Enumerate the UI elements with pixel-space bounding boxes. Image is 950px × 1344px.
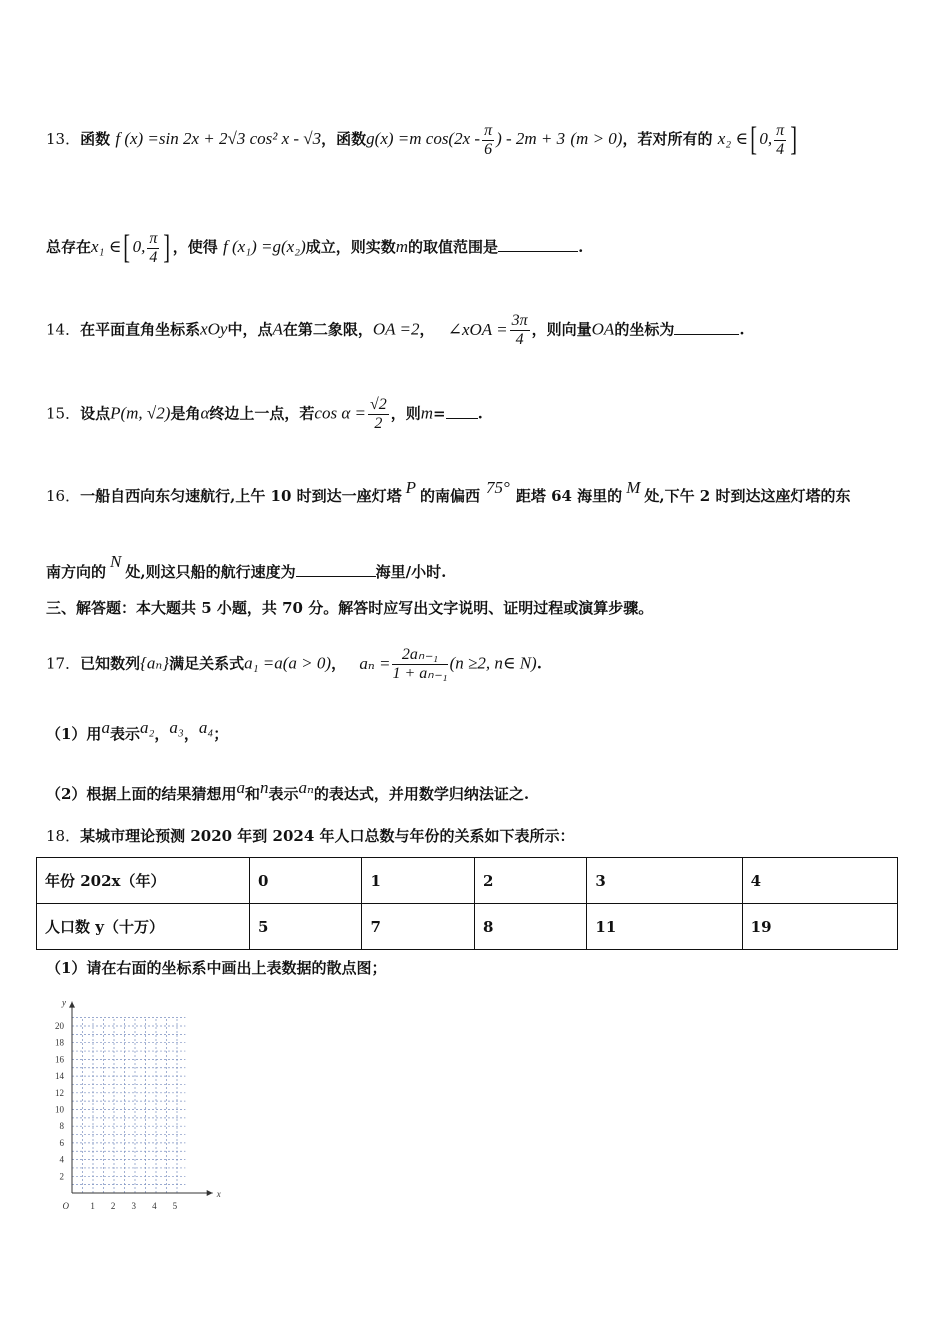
q13-x1-set: x₁ ∈ [91, 237, 122, 256]
q15-fraction [368, 396, 389, 433]
q17-comma: ， [331, 654, 347, 673]
q17-part1 [46, 718, 228, 744]
q17-sep: ， [154, 725, 170, 743]
q17-text: （1）用 [46, 725, 102, 743]
right-bracket: ] [163, 229, 171, 266]
q13-interval-fraction-2 [147, 230, 159, 267]
q17-fraction [392, 646, 447, 683]
q16-n: N [110, 552, 122, 571]
q17-sequence: {aₙ} [140, 653, 170, 673]
q13-text: ，函数 [321, 130, 367, 148]
q17-text: （2）根据上面的结果猜想用 [46, 785, 237, 803]
q16-line1 [46, 478, 850, 506]
frac-den: 4 [515, 331, 524, 348]
q16-text: 一船自西向东匀速航行,上午 10 时到达一座灯塔 [80, 487, 402, 505]
q13-end: . [578, 238, 584, 256]
left-bracket: [ [750, 121, 758, 158]
x-tick-label: 5 [172, 1201, 178, 1211]
table-cell: 19 [742, 904, 897, 950]
q13-m-var: m [395, 237, 409, 256]
q13-text: ，若对所有的 [622, 130, 713, 148]
y-tick-label: 6 [59, 1137, 64, 1148]
table-cell: 3 [587, 858, 742, 904]
q17-a2: a₂ [139, 718, 155, 737]
population-table [36, 857, 898, 950]
q15-text: 终边上一点，若 [209, 404, 315, 423]
q14-text: 在第二象限， [282, 320, 373, 339]
q13-text: 的取值范围是 [408, 238, 499, 256]
q13-g-rest: ) - 2m + 3 [496, 129, 566, 148]
interval-start: 0, [132, 237, 146, 256]
y-tick-label: 2 [59, 1171, 64, 1182]
table-cell: 5 [250, 904, 362, 950]
q14-vector-oa: OA [591, 319, 615, 339]
y-tick-label: 4 [59, 1154, 64, 1165]
q14-line [46, 312, 745, 349]
q13-g-condition: (m > 0) [570, 129, 623, 148]
q15-end: . [477, 404, 483, 423]
q18-part1: （1）请在右面的坐标系中画出上表数据的散点图； [46, 959, 387, 977]
q14-point-a: A [272, 319, 283, 339]
q16-degree: 75° [486, 478, 510, 497]
table-row [37, 858, 898, 904]
y-axis-arrow [69, 1002, 75, 1008]
q13-line2 [46, 228, 583, 268]
x-tick-label: 3 [131, 1201, 136, 1211]
frac-den: 4 [149, 248, 158, 266]
table-cell: 0 [250, 858, 362, 904]
q15-text: 设点 [80, 404, 111, 423]
q15-cos: cos α = [314, 403, 366, 423]
q17-end: . [536, 654, 542, 673]
q13-number: 13． [46, 130, 81, 148]
q17-text: 和 [244, 785, 260, 803]
table-cell: 11 [587, 904, 742, 950]
q17-text: 表示 [109, 725, 140, 743]
frac-num: π [484, 121, 493, 139]
q17-text: 的表达式，并用数学归纳法证之. [313, 785, 530, 803]
frac-num: √2 [369, 396, 387, 413]
q17-a: a [236, 778, 245, 797]
q13-text: 成立，则实数 [305, 238, 396, 256]
table-cell: 年份 202x（年） [37, 858, 250, 904]
q17-n: n [259, 778, 269, 797]
q17-condition: (n ≥2, n∈ N) [449, 653, 537, 673]
section3-heading: 三、解答题：本大题共 5 小题，共 70 分。解答时应写出文字说明、证明过程或演算步骤。 [46, 599, 654, 617]
table-cell: 7 [362, 904, 474, 950]
y-tick-label: 8 [59, 1121, 64, 1132]
y-tick-label: 14 [55, 1071, 64, 1082]
q14-oa-eq: OA =2 [372, 319, 420, 339]
table-cell: 人口数 y（十万） [37, 904, 250, 950]
table-cell: 2 [474, 858, 586, 904]
q15-point: P(m, √2) [110, 403, 171, 423]
q13-equation: f (x₁) =g(x₂) [222, 237, 306, 256]
q16-p: P [405, 478, 417, 497]
answer-blank[interactable] [446, 404, 478, 419]
frac-den: 6 [484, 140, 493, 158]
answer-blank[interactable] [498, 237, 578, 252]
coordinate-grid-chart [46, 985, 226, 1215]
frac-num: 3π [511, 312, 528, 329]
frac-num: π [776, 121, 785, 139]
q17-text: 表示 [268, 785, 299, 803]
x-axis-label: x [216, 1189, 221, 1199]
q16-text: 距塔 64 海里的 [515, 487, 623, 505]
q16-text: 处,则这只船的航行速度为 [125, 563, 296, 581]
y-tick-label: 10 [55, 1104, 64, 1115]
q15-m: m [420, 403, 434, 423]
q17-number: 17． [46, 654, 81, 673]
q17-a4: a₄ [198, 718, 214, 737]
q17-a1: a₁ =a(a > 0) [244, 653, 332, 673]
q14-number: 14． [46, 320, 81, 339]
q15-line [46, 396, 483, 433]
table-cell: 1 [362, 858, 474, 904]
q14-text: 中，点 [227, 320, 273, 339]
q17-text: 满足关系式 [169, 654, 245, 673]
table-cell: 4 [742, 858, 897, 904]
q15-alpha: α [200, 403, 210, 423]
q16-text: 处,下午 2 时到达这座灯塔的东 [644, 487, 851, 505]
q18-number: 18． [46, 827, 81, 845]
q13-g-lhs: g(x) =m cos(2x - [366, 129, 481, 148]
right-bracket: ] [790, 121, 798, 158]
q16-m: M [626, 478, 641, 497]
x-tick-label: 4 [152, 1201, 157, 1211]
q17-end: ； [213, 725, 229, 743]
q16-text: 海里/小时. [375, 563, 447, 581]
q14-angle: ∠xOA = [447, 319, 508, 339]
frac-den: 2 [374, 415, 383, 432]
q14-fraction [510, 312, 530, 349]
y-tick-label: 16 [55, 1054, 64, 1065]
q16-text: 的南偏西 [420, 487, 481, 505]
answer-blank[interactable] [296, 562, 376, 577]
x-tick-label: 1 [90, 1201, 95, 1211]
origin-label: O [62, 1201, 69, 1211]
left-bracket: [ [123, 229, 131, 266]
q14-text: ，则向量 [531, 320, 592, 339]
q15-text: ，则 [390, 404, 421, 423]
interval-start: 0, [759, 129, 773, 148]
q13-interval-fraction [774, 122, 786, 159]
x-axis-arrow [207, 1190, 213, 1196]
y-axis-label: y [62, 997, 66, 1008]
frac-num: π [149, 229, 158, 247]
frac-den: 1 + aₙ₋₁ [392, 665, 448, 682]
q13-text: ，使得 [172, 238, 218, 256]
q15-text: = [433, 404, 446, 423]
y-tick-label: 20 [55, 1021, 64, 1031]
x-tick-label: 2 [110, 1201, 116, 1211]
q17-a3: a₃ [169, 718, 184, 737]
q18-text: 某城市理论预测 2020 年到 2024 年人口总数与年份的关系如下表所示： [80, 827, 575, 845]
q13-text: 函数 [80, 130, 111, 148]
q17-an: aₙ = [359, 653, 391, 673]
answer-blank[interactable] [674, 320, 739, 335]
q13-g-fraction [482, 122, 494, 159]
q17-line [46, 646, 542, 683]
q17-part2 [46, 778, 529, 804]
q13-x2-set: x₂ ∈ [717, 129, 749, 148]
q17-text: 已知数列 [80, 654, 141, 673]
q17-an: aₙ [298, 778, 314, 797]
q16-number: 16． [46, 487, 81, 505]
q18-line [46, 826, 574, 846]
table-row [37, 904, 898, 950]
q14-xoy: xOy [200, 319, 228, 339]
q13-text: 总存在 [46, 238, 92, 256]
q14-end: . [739, 320, 745, 339]
q13-line1 [46, 120, 799, 160]
q14-text: 在平面直角坐标系 [80, 320, 201, 339]
y-tick-label: 18 [55, 1037, 64, 1048]
table-cell: 8 [474, 904, 586, 950]
q15-text: 是角 [170, 404, 201, 423]
q17-a: a [101, 718, 110, 737]
q15-number: 15． [46, 404, 81, 423]
q16-line2 [46, 552, 446, 582]
q14-comma: ， [419, 320, 435, 339]
q13-f-expression: f (x) =sin 2x + 2√3 cos² x - √3 [115, 129, 322, 148]
y-tick-label: 12 [55, 1087, 64, 1098]
q17-sep: ， [183, 725, 199, 743]
q16-text: 南方向的 [46, 563, 107, 581]
frac-den: 4 [776, 140, 785, 158]
q14-text: 的坐标为 [614, 320, 675, 339]
frac-num: 2aₙ₋₁ [392, 646, 447, 665]
